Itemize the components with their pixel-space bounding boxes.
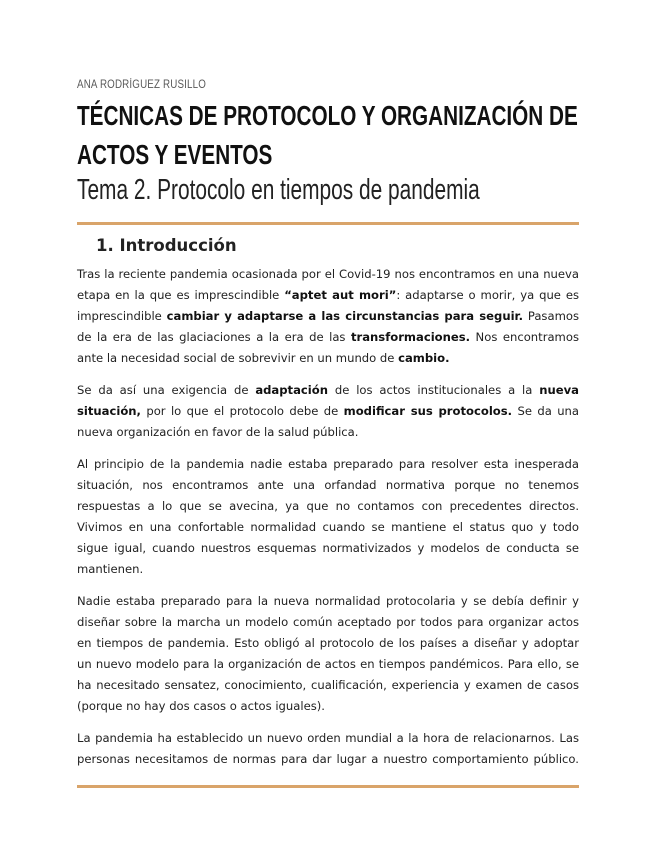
- p1-bold-4: cambio.: [398, 351, 450, 366]
- title-line-2: ACTOS Y EVENTOS: [77, 139, 273, 170]
- body-text: [77, 264, 579, 781]
- paragraph-1: [77, 264, 579, 369]
- p1-text-4: Nos encontramos ante la necesidad social de sobrevivir en un mundo de: [77, 330, 579, 366]
- p2-text-2: de los actos institucionales a la: [328, 382, 540, 397]
- p2-bold-1: adaptación: [255, 382, 328, 397]
- title-line-1: TÉCNICAS DE PROTOCOLO Y ORGANIZACIÓN DE: [77, 100, 578, 131]
- p1-text-1: Tras la reciente pandemia ocasionada por el Covid-19 nos encontramos en una nueva etapa en la que es imprescindible: [77, 267, 579, 303]
- p1-text-3: Pasamos de la era de las glaciaciones a la era de las: [77, 309, 579, 345]
- paragraph-4: Nadie estaba preparado para la nueva normalidad protocolaria y se debía definir y diseñar sobre la marcha un modelo común aceptado por todos para organizar actos en tiempos de pandemia. Esto obligó al protocolo de los países a diseñar y adoptar un nuevo modelo para la organización de actos en tiempos pandémicos. Para ello, se ha necesitado sensatez, conocimiento, cualificación, experiencia y examen de casos (porque no hay dos casos o actos iguales).: [77, 593, 579, 714]
- p2-text-1: Se da así una exigencia de: [77, 382, 256, 397]
- p1-bold-2: cambiar y adaptarse a las circunstancias para seguir.: [166, 309, 524, 324]
- paragraph-5: La pandemia ha establecido un nuevo orden mundial a la hora de relacionarnos. Las personas necesitamos de normas para dar lugar a nuestro comportamiento público.: [77, 730, 579, 766]
- paragraph-2: [77, 380, 579, 443]
- p2-bold-2: nueva situación,: [77, 382, 579, 419]
- p2-text-4: Se da una nueva organización en favor de la salud pública.: [77, 404, 579, 440]
- document-subtitle: Tema 2. Protocolo en tiempos de pandemia: [77, 174, 480, 206]
- p1-text-2: : adaptarse o morir, ya que es imprescindible: [77, 288, 579, 324]
- section-heading: 1. Introducción: [96, 236, 237, 255]
- document-title: [77, 96, 580, 174]
- author-name: ANA RODRÍGUEZ RUSILLO: [77, 79, 207, 91]
- top-divider: [77, 222, 579, 225]
- bottom-divider: [77, 785, 579, 788]
- paragraph-3: Al principio de la pandemia nadie estaba preparado para resolver esta inesperada situación, nos encontramos ante una orfandad normativa porque no tenemos respuestas a lo que se avecina, ya que no contamos con precedentes directos. Vivimos en una confortable normalidad cuando se mantiene el status quo y todo sigue igual, cuando nuestros esquemas normativizados y modelos de conducta se mantienen.: [77, 456, 579, 577]
- p2-text-3: por lo que el protocolo debe de: [140, 404, 344, 419]
- p1-bold-1: “aptet aut mori”: [284, 288, 397, 303]
- p2-bold-3: modificar sus protocolos.: [343, 404, 513, 419]
- p1-bold-3: transformaciones.: [350, 330, 471, 345]
